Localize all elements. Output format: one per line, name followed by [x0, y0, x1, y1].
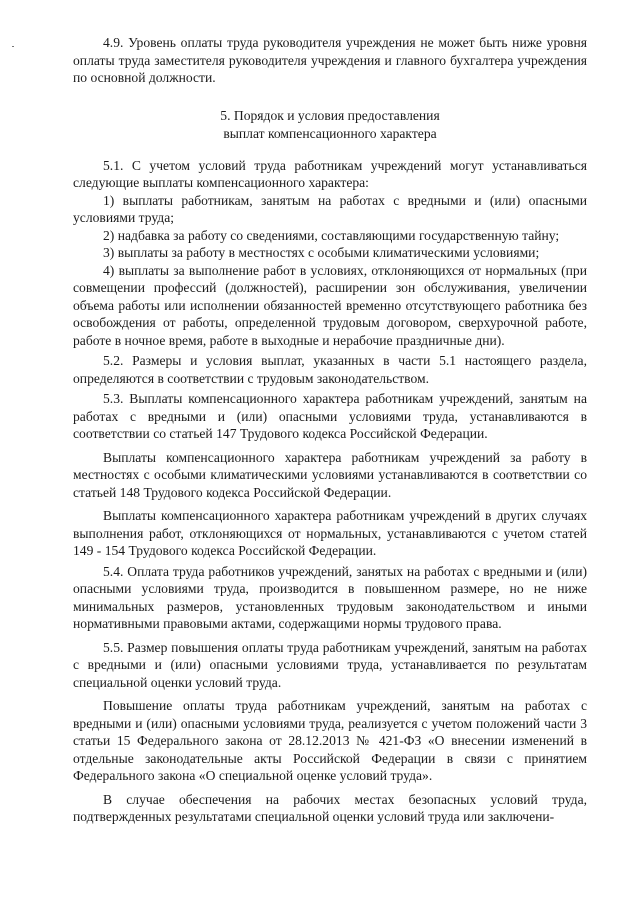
section-5-title-line-2: выплат компенсационного характера: [223, 125, 437, 141]
paragraph-5-1: 5.1. С учетом условий труда работникам учреждений могут устанавливаться следующие выплаты компенсационного характера:: [73, 157, 587, 190]
paragraph-4-9: 4.9. Уровень оплаты труда руководителя учреждения не может быть ниже уровня оплаты труда заместителя руководителя учреждения и главного бухгалтера учреждения по основной должности.: [73, 35, 587, 85]
list-item-3: 3) выплаты за работу в местностях с особыми климатическими условиями;: [103, 245, 540, 260]
section-5-heading: [73, 107, 587, 143]
list-item-1: 1) выплаты работникам, занятым на работах с вредными и (или) опасными условиями труда;: [73, 192, 587, 225]
paragraph-5-5-increase: Повышение оплаты труда работникам учреждений, занятым на работах с вредными и (или) опасными условиями труда, реализуется с учетом положений части 3 статьи 15 Федерального закона от 28.12.2013 № 421-ФЗ «О внесении изменений в отдельные законодательные акты Российской Федерации в связи с принятием Федерального закона «О специальной оценке условий труда».: [73, 698, 587, 783]
paragraph-5-4: 5.4. Оплата труда работников учреждений, занятых на работах с вредными и (или) опасными условиями труда, производится в повышенном размере, но не ниже минимальных размеров, установленных трудовым законодательством и иными нормативными правовыми актами, содержащими нормы трудового права.: [73, 563, 587, 631]
paragraph-5-3-other: Выплаты компенсационного характера работникам учреждений в других случаях выполнения работ, отклоняющихся от нормальных, устанавливаются с учетом статей 149 - 154 Трудового кодекса Российской Федерации.: [73, 508, 587, 558]
list-item-4: 4) выплаты за выполнение работ в условиях, отклоняющихся от нормальных (при совмещении профессий (должностей), расширении зон обслуживания, увеличении объема работы или исполнении обязанностей временно отсутствующего работника без освобождения от работы, определенной трудовым договором, сверхурочной работе, работе в ночное время, работе в выходные и нерабочие праздничные дни).: [73, 262, 587, 348]
paragraph-5-3: 5.3. Выплаты компенсационного характера работникам учреждений, занятым на работах с вредными и (или) опасными условиями труда, устанавливаются в соответствии со статьей 147 Трудового кодекса Российской Федерации.: [73, 391, 587, 441]
paragraph-5-5: 5.5. Размер повышения оплаты труда работникам учреждений, занятым на работах с вредными и (или) опасными условиями труда, устанавливается по результатам специальной оценки условий труда.: [73, 639, 587, 690]
document-page: [73, 34, 587, 826]
paragraph-5-5-safe: В случае обеспечения на рабочих местах безопасных условий труда, подтвержденных результатами специальной оценки условий труда или заключени-: [73, 791, 587, 824]
list-item-2: 2) надбавка за работу со сведениями, составляющими государственную тайну;: [103, 227, 560, 243]
scan-speck: [12, 46, 14, 47]
paragraph-5-3-climate: Выплаты компенсационного характера работникам учреждений за работу в местностях с особыми климатическими условиями устанавливаются в соответствии со статьей 148 Трудового кодекса Российской Федерации.: [73, 449, 587, 500]
section-5-title-line-1: 5. Порядок и условия предоставления: [220, 107, 440, 123]
paragraph-5-2: 5.2. Размеры и условия выплат, указанных в части 5.1 настоящего раздела, определяются в соответствии с трудовым законодательством.: [73, 353, 587, 386]
